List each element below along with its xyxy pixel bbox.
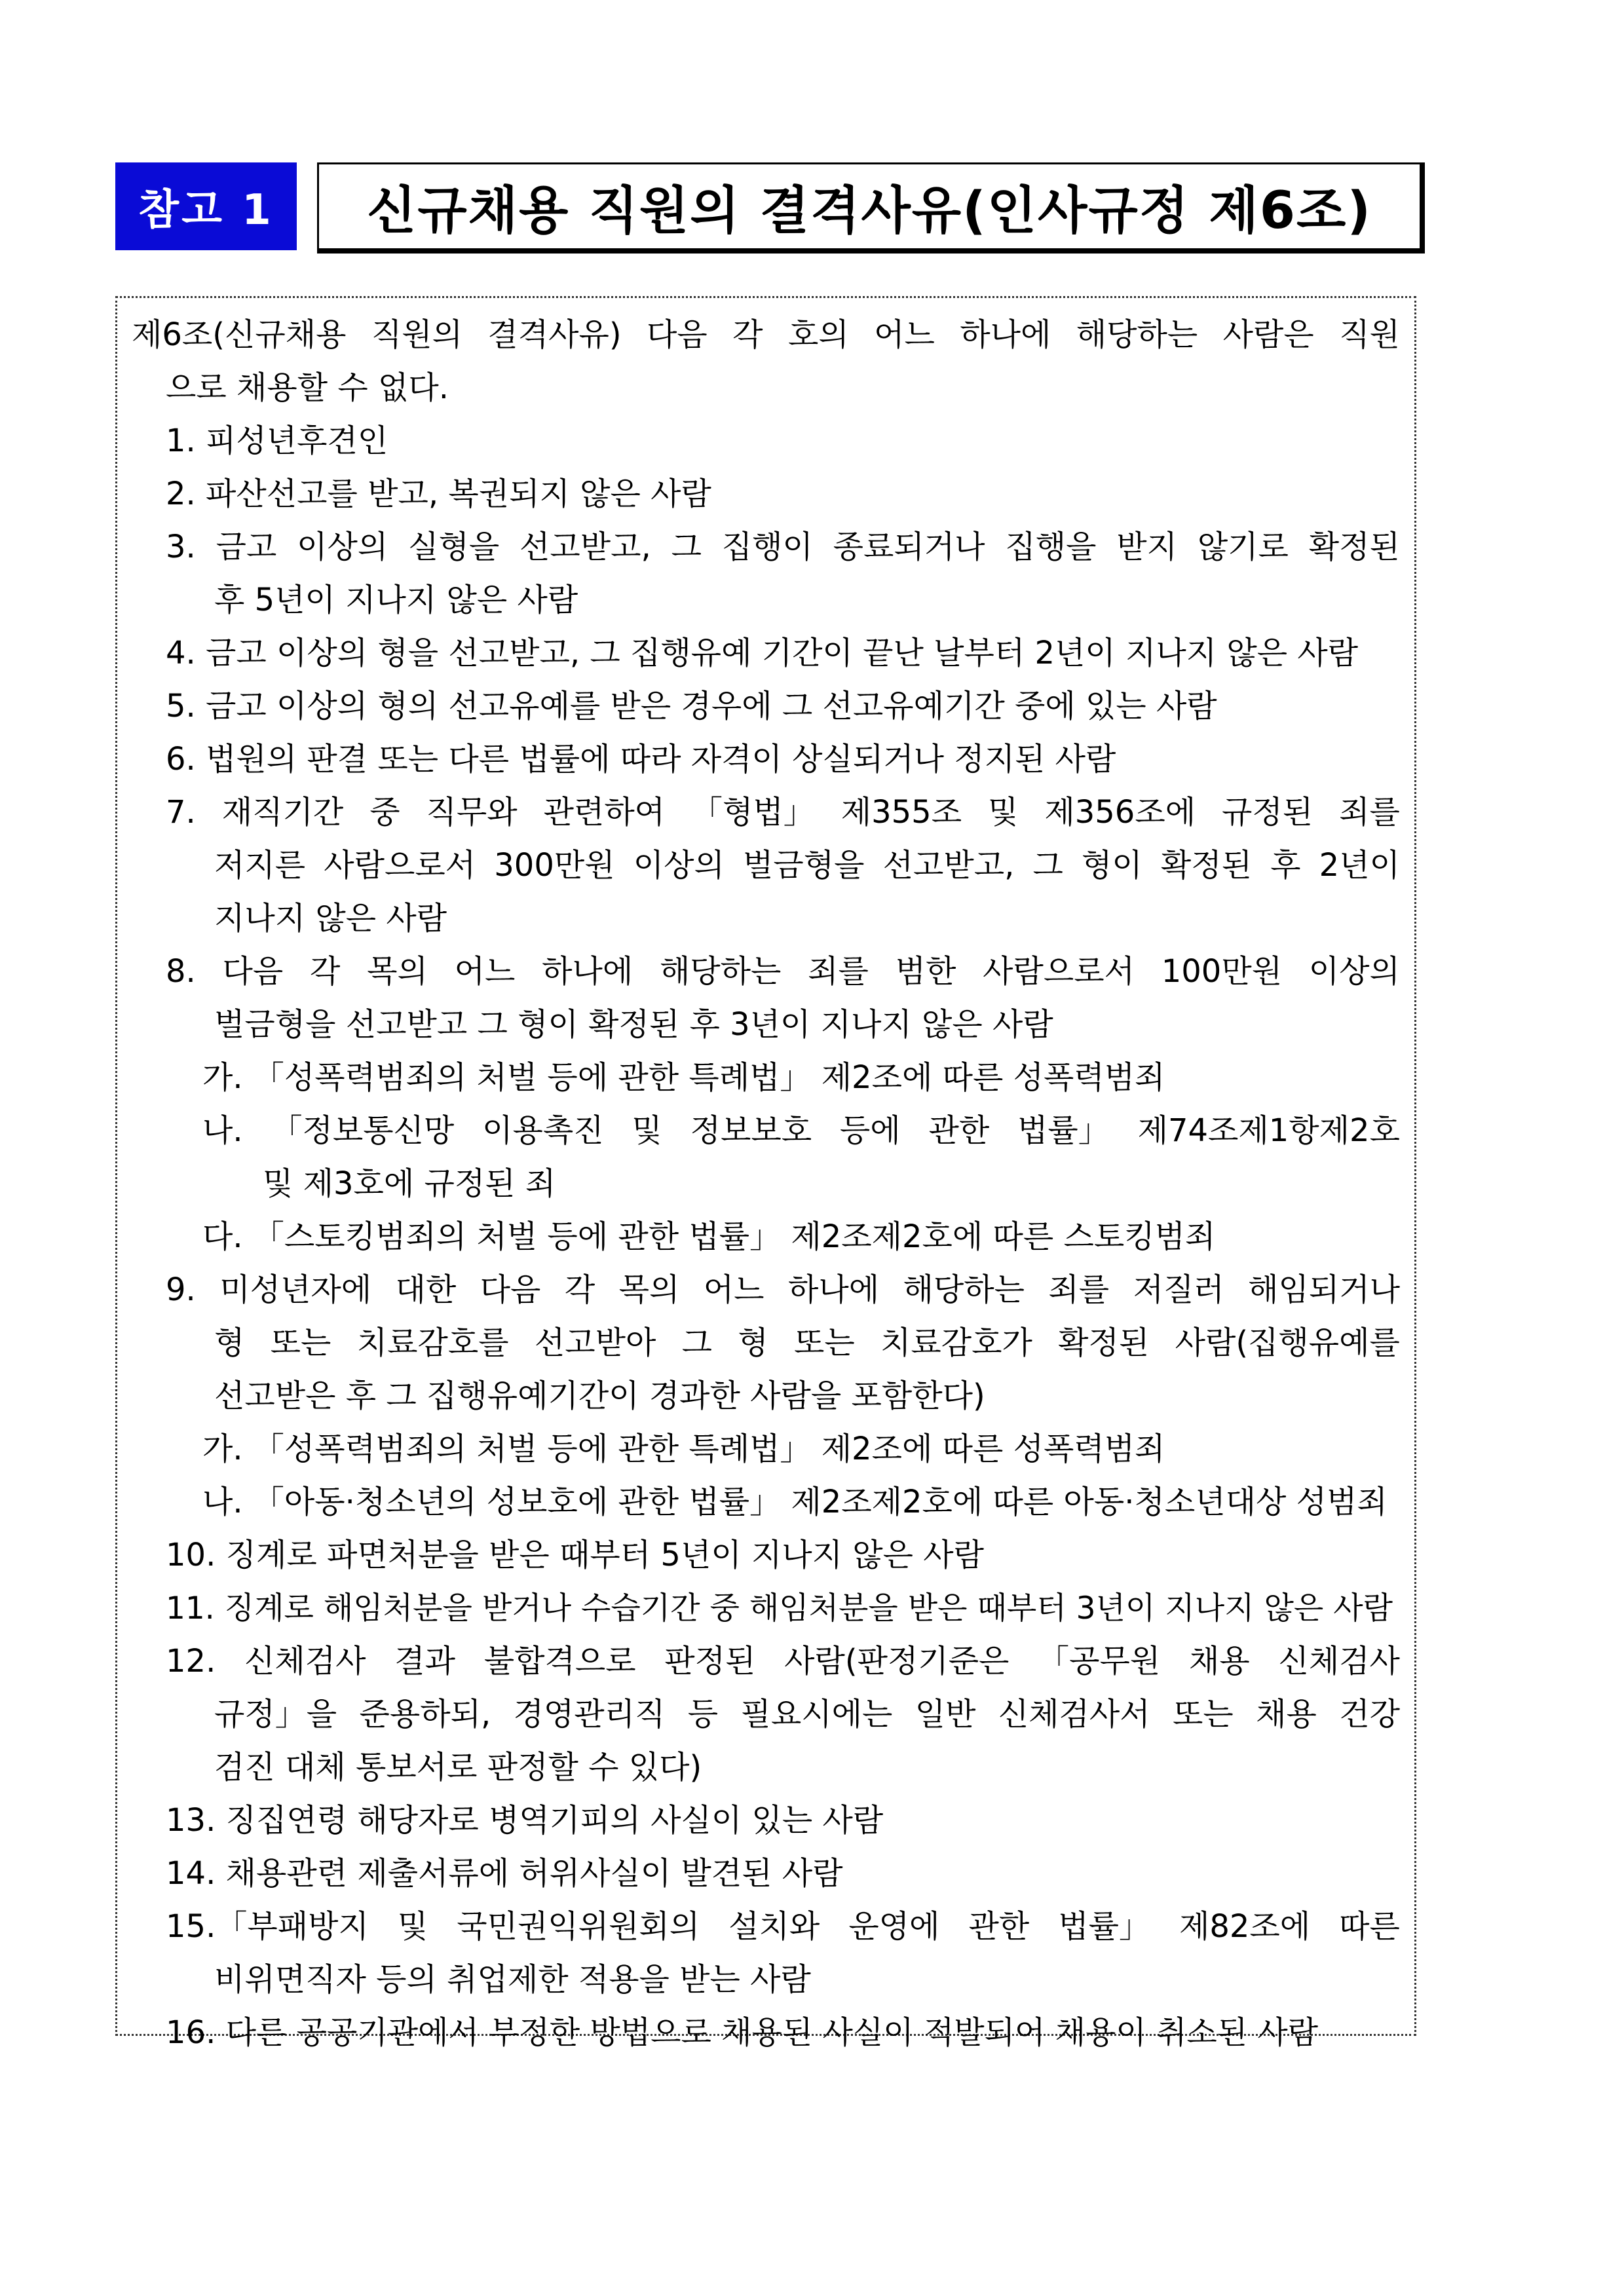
item-3-continued: 후 5년이 지나지 않은 사람 <box>214 582 578 618</box>
item-7-continued: 지나지 않은 사람 <box>214 900 447 937</box>
item-9-sub-ga: 가. 「성폭력범죄의 처벌 등에 관한 특례법」 제2조에 따른 성폭력범죄 <box>202 1431 1165 1467</box>
item-4: 4. 금고 이상의 형을 선고받고, 그 집행유예 기간이 끝난 날부터 2년이 지나지 않은 사람 <box>166 635 1359 671</box>
item-9-sub-na: 나. 「아동·청소년의 성보호에 관한 법률」 제2조제2호에 따른 아동·청소년대상 성범죄 <box>202 1484 1388 1520</box>
item-8: 8. 다음 각 목의 어느 하나에 해당하는 죄를 범한 사람으로서 100만원 이상의 <box>166 953 1400 990</box>
item-3: 3. 금고 이상의 실형을 선고받고, 그 집행이 종료되거나 집행을 받지 않기로 확정된 <box>166 529 1400 565</box>
item-2: 2. 파산선고를 받고, 복권되지 않은 사람 <box>166 476 711 512</box>
item-13: 13. 징집연령 해당자로 병역기피의 사실이 있는 사람 <box>166 1802 884 1839</box>
item-7: 7. 재직기간 중 직무와 관련하여 「형법」 제355조 및 제356조에 규정된 죄를 <box>166 794 1400 831</box>
item-14: 14. 채용관련 제출서류에 허위사실이 발견된 사람 <box>166 1855 843 1892</box>
reference-badge <box>115 162 297 250</box>
item-7-continued: 저지른 사람으로서 300만원 이상의 벌금형을 선고받고, 그 형이 확정된 후 2년이 <box>214 847 1400 884</box>
item-8-sub-da: 다. 「스토킹범죄의 처벌 등에 관한 법률」 제2조제2호에 따른 스토킹범죄 <box>202 1218 1216 1255</box>
item-6: 6. 법원의 판결 또는 다른 법률에 따라 자격이 상실되거나 정지된 사람 <box>166 741 1116 778</box>
item-9-continued: 형 또는 치료감호를 선고받아 그 형 또는 치료감호가 확정된 사람(집행유예를 <box>214 1324 1400 1361</box>
item-15-continued: 비위면직자 등의 취업제한 적용을 받는 사람 <box>214 1961 811 1998</box>
item-9: 9. 미성년자에 대한 다음 각 목의 어느 하나에 해당하는 죄를 저질러 해임되거나 <box>166 1271 1400 1308</box>
item-11: 11. 징계로 해임처분을 받거나 수습기간 중 해임처분을 받은 때부터 3년이 지나지 않은 사람 <box>166 1590 1393 1626</box>
item-9-continued: 선고받은 후 그 집행유예기간이 경과한 사람을 포함한다) <box>214 1378 985 1414</box>
item-12: 12. 신체검사 결과 불합격으로 판정된 사람(판정기준은 「공무원 채용 신체검사 <box>166 1643 1400 1680</box>
item-8-sub-ga: 가. 「성폭력범죄의 처벌 등에 관한 특례법」 제2조에 따른 성폭력범죄 <box>202 1059 1165 1096</box>
item-5: 5. 금고 이상의 형의 선고유예를 받은 경우에 그 선고유예기간 중에 있는 사람 <box>166 688 1217 724</box>
article-intro-line: 제6조(신규채용 직원의 결격사유) 다음 각 호의 어느 하나에 해당하는 사람은 직원 <box>132 316 1400 353</box>
item-12-continued: 검진 대체 통보서로 판정할 수 있다) <box>214 1749 702 1786</box>
page-title: 신규채용 직원의 결격사유(인사규정 제6조) <box>367 181 1372 240</box>
page-title-box <box>317 162 1425 254</box>
article-content-box <box>115 296 1416 2051</box>
item-16: 16. 다른 공공기관에서 부정한 방법으로 채용된 사실이 적발되어 채용이 취소된 사람 <box>166 2014 1319 2051</box>
item-12-continued: 규정」을 준용하되, 경영관리직 등 필요시에는 일반 신체검사서 또는 채용 건강 <box>214 1696 1400 1733</box>
item-8-continued: 벌금형을 선고받고 그 형이 확정된 후 3년이 지나지 않은 사람 <box>214 1006 1053 1043</box>
item-10: 10. 징계로 파면처분을 받은 때부터 5년이 지나지 않은 사람 <box>166 1537 985 1573</box>
item-8-sub-na-continued: 및 제3호에 규정된 죄 <box>263 1165 556 1202</box>
article-intro-line: 으로 채용할 수 없다. <box>166 369 449 406</box>
item-1: 1. 피성년후견인 <box>166 423 388 459</box>
reference-badge-label: 참고 1 <box>138 186 274 235</box>
item-8-sub-na: 나. 「정보통신망 이용촉진 및 정보보호 등에 관한 법률」 제74조제1항제2호 <box>202 1112 1400 1149</box>
item-15: 15.「부패방지 및 국민권익위원회의 설치와 운영에 관한 법률」 제82조에 따른 <box>166 1908 1400 1945</box>
